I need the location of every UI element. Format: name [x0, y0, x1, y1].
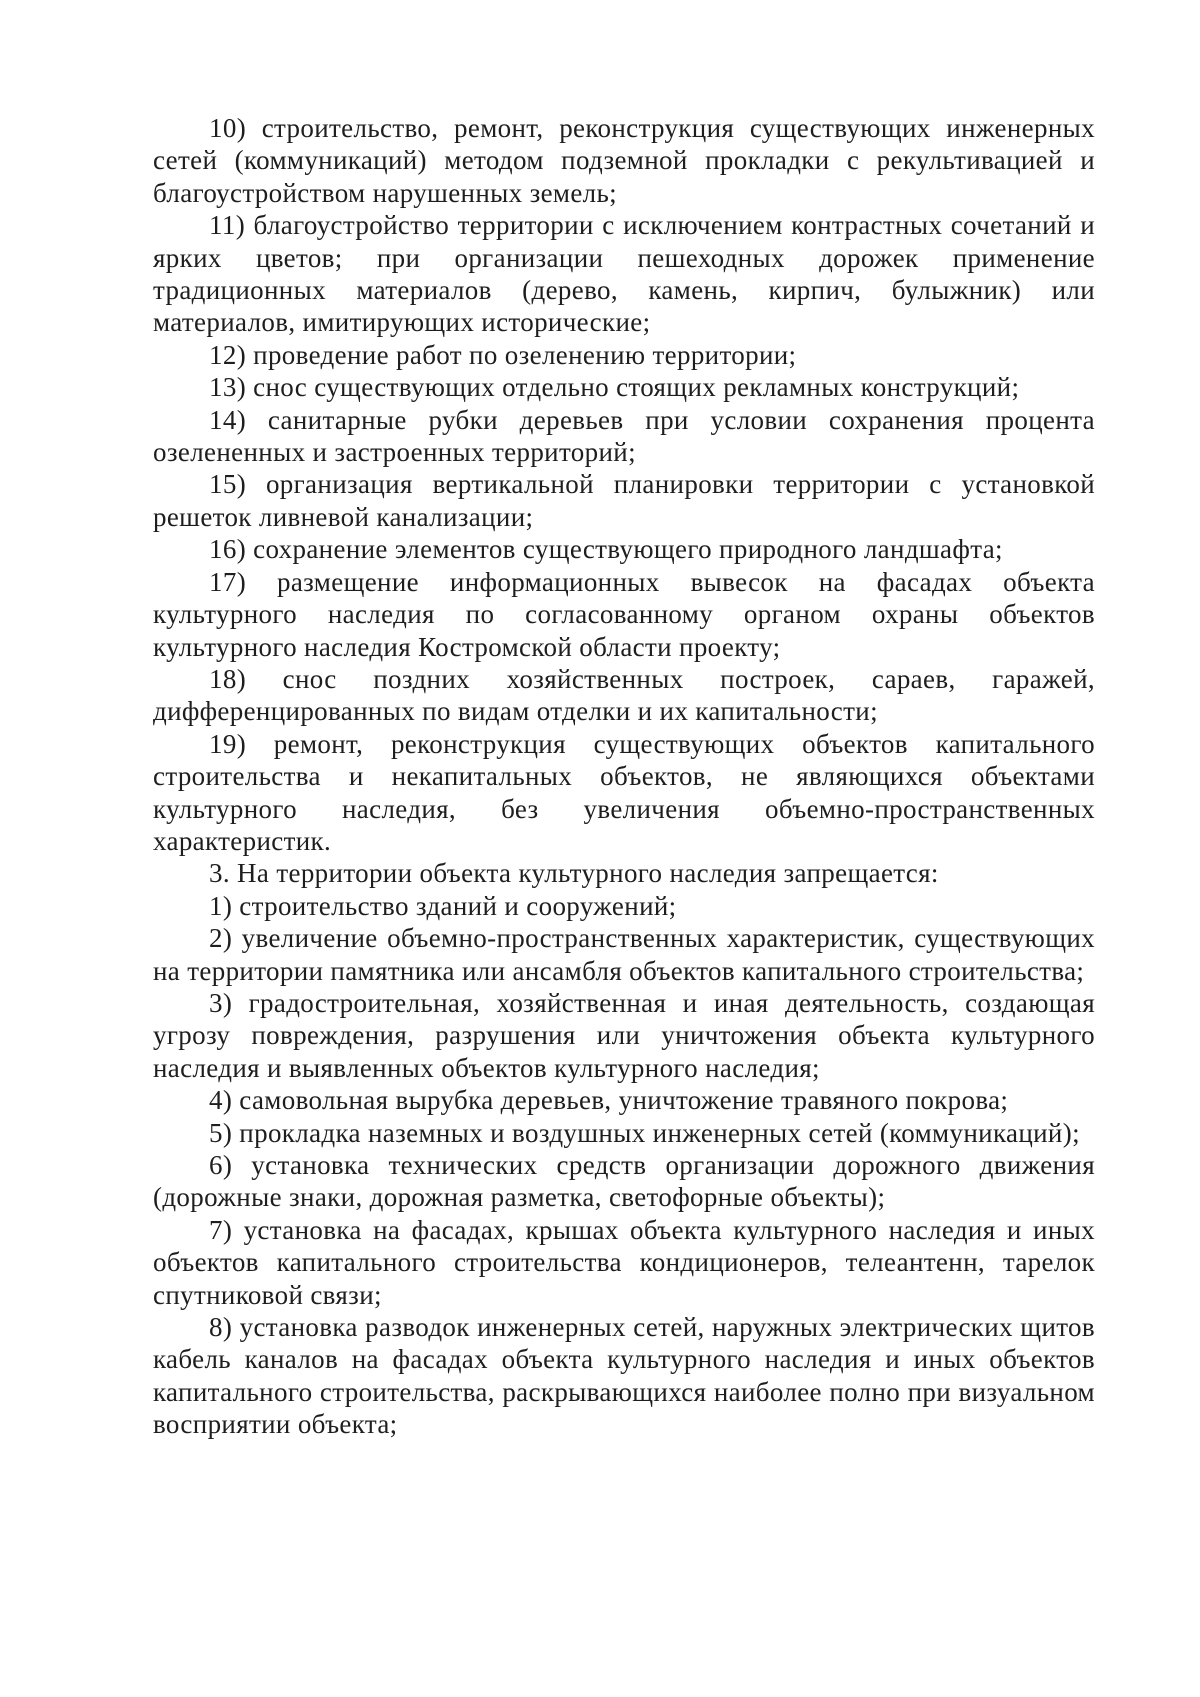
prohibition-item-6: 6) установка технических средств организации дорожного движения (дорожные знаки, дорожная разметка, светофорные объекты);	[153, 1150, 1095, 1213]
prohibition-item-7: 7) установка на фасадах, крышах объекта культурного наследия и иных объектов капитального строительства кондиционеров, телеантенн, тарелок спутниковой связи;	[153, 1214, 1095, 1310]
section-3-heading: 3. На территории объекта культурного наследия запрещается:	[209, 858, 939, 889]
paragraph-item-14: 14) санитарные рубки деревьев при условии сохранения процента озелененных и застроенных территорий;	[153, 404, 1095, 468]
paragraph-item-17: 17) размещение информационных вывесок на фасадах объекта культурного наследия по согласованному органом охраны объектов культурного наследия Костромской области проекту;	[153, 566, 1095, 662]
paragraph-item-11: 11) благоустройство территории с исключением контрастных сочетаний и ярких цветов; при организации пешеходных дорожек применение традиционных материалов (дерево, камень, кирпич, булыжник) или материалов, имитирующих исторические;	[153, 210, 1095, 338]
prohibition-item-4: 4) самовольная вырубка деревьев, уничтожение травяного покрова;	[209, 1085, 1009, 1116]
paragraph-item-16: 16) сохранение элементов существующего природного ландшафта;	[209, 534, 1003, 565]
prohibition-item-2: 2) увеличение объемно-пространственных характеристик, существующих на территории памятника или ансамбля объектов капитального строительства;	[153, 923, 1095, 986]
paragraph-item-19: 19) ремонт, реконструкция существующих объектов капитального строительства и некапитальных объектов, не являющихся объектами культурного наследия, без увеличения объемно-пространственных характеристик.	[153, 728, 1095, 856]
prohibition-item-1: 1) строительство зданий и сооружений;	[209, 890, 677, 921]
paragraph-item-12: 12) проведение работ по озеленению территории;	[209, 339, 797, 370]
prohibition-item-3: 3) градостроительная, хозяйственная и иная деятельность, создающая угрозу повреждения, разрушения или уничтожения объекта культурного наследия и выявленных объектов культурного наследия;	[153, 987, 1095, 1083]
paragraph-item-15: 15) организация вертикальной планировки территории с установкой решеток ливневой канализации;	[153, 469, 1095, 532]
prohibition-item-8: 8) установка разводок инженерных сетей, наружных электрических щитов кабель каналов на фасадах объекта культурного наследия и иных объектов капитального строительства, раскрывающихся наиболее полно при визуальном восприятии объекта;	[153, 1312, 1095, 1440]
paragraph-item-18: 18) снос поздних хозяйственных построек, сараев, гаражей, дифференцированных по видам отделки и их капитальности;	[153, 663, 1095, 727]
document-body	[153, 112, 1095, 1441]
paragraph-item-13: 13) снос существующих отдельно стоящих рекламных конструкций;	[209, 372, 1020, 403]
prohibition-item-5: 5) прокладка наземных и воздушных инженерных сетей (коммуникаций);	[209, 1117, 1080, 1148]
paragraph-item-10: 10) строительство, ремонт, реконструкция существующих инженерных сетей (коммуникаций) методом подземной прокладки с рекультивацией и благоустройством нарушенных земель;	[153, 113, 1095, 208]
